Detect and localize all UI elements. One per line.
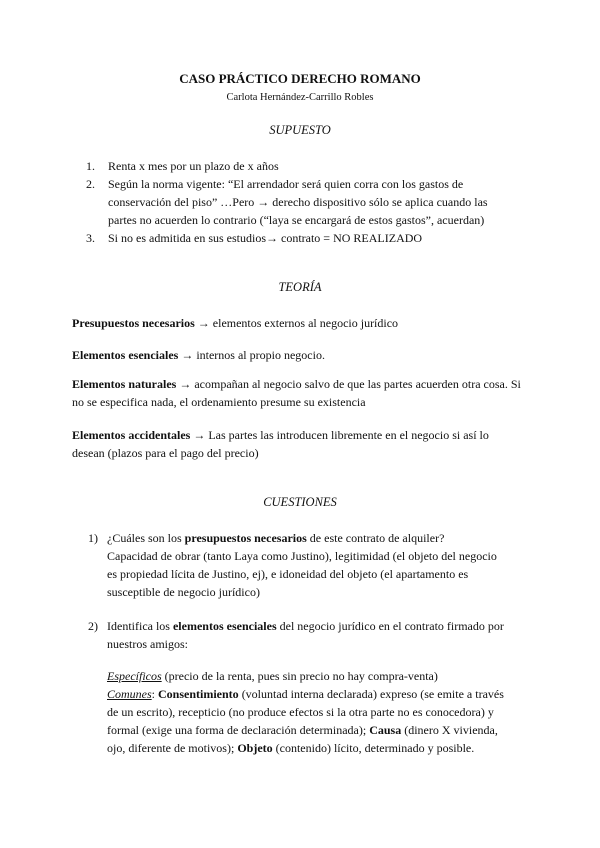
term-label: Elementos naturales: [72, 377, 177, 391]
term-text: → acompañan al negocio salvo de que las partes acuerden otra cosa. Si no se especifica nada, el ordenamiento presume su existencia: [72, 377, 521, 409]
question-text: [88, 529, 508, 547]
question-number: 2): [88, 619, 98, 633]
causa-term: Causa: [369, 723, 402, 737]
comunes-separator: :: [151, 687, 159, 701]
question-1: [88, 529, 508, 601]
term-text: → Las partes las introducen libremente en el negocio si así lo desean (plazos para el pago del precio): [72, 428, 489, 460]
term-text: → elementos externos al negocio jurídico: [194, 316, 399, 330]
especificos-label: Específicos: [107, 669, 162, 683]
objeto-term: Objeto: [237, 741, 273, 755]
question-bold: presupuestos necesarios: [184, 531, 307, 545]
question-number: 1): [88, 531, 98, 545]
list-item-number: 3.: [86, 231, 95, 245]
teoria-accidentales: [72, 426, 522, 462]
question-text: [88, 617, 508, 653]
section-heading-cuestiones: CUESTIONES: [263, 495, 337, 509]
list-item-number: 2.: [86, 177, 95, 191]
teoria-presupuestos: [72, 314, 522, 332]
especificos-text: (precio de la renta, pues sin precio no hay compra-venta): [161, 669, 438, 683]
comunes-paragraph: [107, 685, 509, 757]
term-label: Elementos esenciales: [72, 348, 179, 362]
list-item: [86, 229, 506, 247]
list-item-text: Renta x mes por un plazo de x años: [108, 159, 279, 173]
list-item-text: Según la norma vigente: “El arrendador será quien corra con los gastos de conservación del piso” …Pero → derecho dispositivo sólo se aplica cuando las partes no acuerden lo contrario (“laya se encargará de estos gastos”, acuerdan): [108, 177, 488, 227]
teoria-naturales: [72, 375, 522, 411]
question-bold: elementos esenciales: [172, 619, 277, 633]
question-post: del negocio jurídico en el contrato firmado por nuestros amigos:: [107, 619, 504, 651]
objeto-text: (contenido) lícito, determinado y posible.: [272, 741, 475, 755]
term-label: Elementos accidentales: [72, 428, 191, 442]
question-post: de este contrato de alquiler?: [306, 531, 445, 545]
question-pre: Identifica los: [107, 619, 173, 633]
supuesto-list: [86, 157, 506, 247]
list-item-number: 1.: [86, 159, 95, 173]
term-text: → internos al propio negocio.: [178, 348, 325, 362]
section-heading-teoria: TEORÍA: [278, 280, 322, 294]
list-item: [86, 157, 506, 175]
list-item: [86, 175, 506, 229]
question-pre: ¿Cuáles son los: [107, 531, 185, 545]
consentimiento-term: Consentimiento: [158, 687, 239, 701]
question-2: [88, 617, 508, 653]
document-title: CASO PRÁCTICO DERECHO ROMANO: [179, 71, 421, 86]
section-heading-supuesto: SUPUESTO: [269, 123, 331, 137]
causa-text: (dinero X vivienda, ojo, diferente de motivos);: [107, 723, 498, 755]
list-item-text: Si no es admitida en sus estudios→ contrato = NO REALIZADO: [108, 231, 423, 245]
author-name: Carlota Hernández-Carrillo Robles: [226, 92, 374, 103]
especificos-line: [107, 667, 509, 685]
comunes-label: Comunes: [107, 687, 152, 701]
question-answer: Capacidad de obrar (tanto Laya como Justino), legitimidad (el objeto del negocio es propiedad lícita de Justino, ej), e idoneidad del objeto (el apartamento es susceptible de negocio jurídico): [107, 549, 497, 599]
term-label: Presupuestos necesarios: [72, 316, 195, 330]
consentimiento-text: (voluntad interna declarada) expreso (se emite a través de un escrito), recepticio (no produce efectos si la otra parte no es conocedora) y formal (exige una forma de declaración determinada);: [107, 687, 504, 737]
question-2-answer: [107, 667, 509, 757]
teoria-esenciales: [72, 346, 522, 364]
